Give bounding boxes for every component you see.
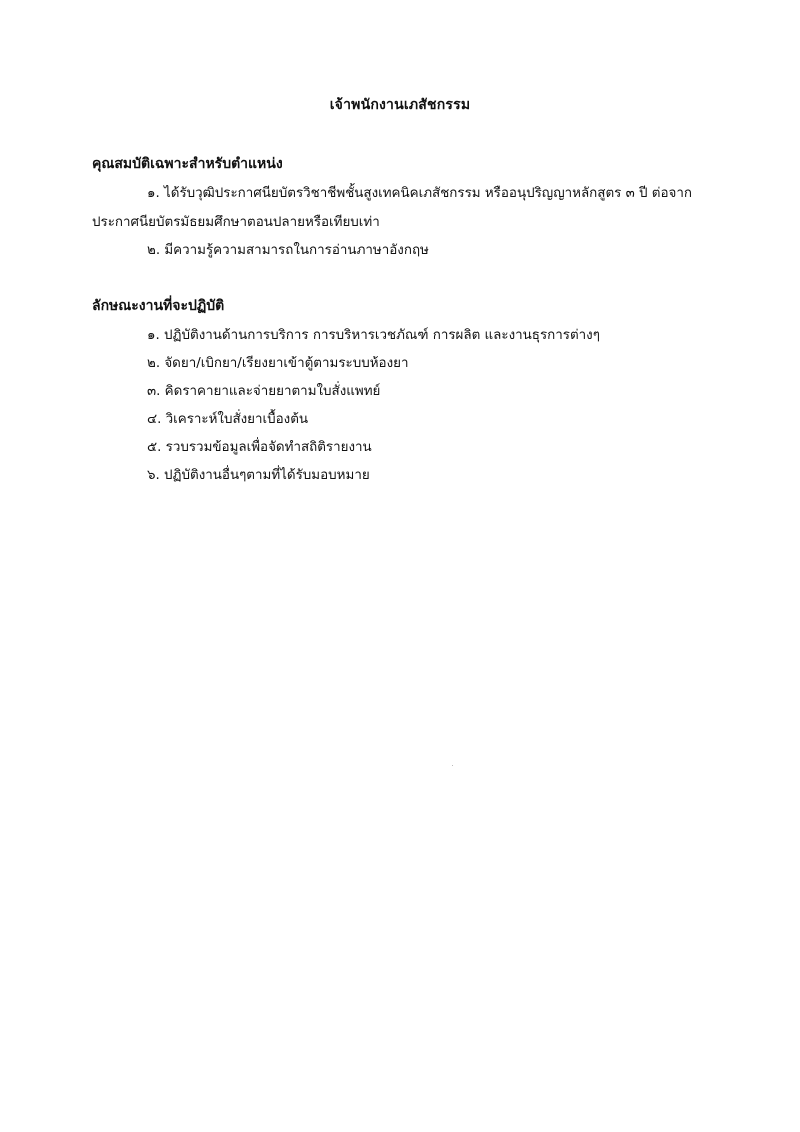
duties-heading: ลักษณะงานที่จะปฏิบัติ bbox=[92, 298, 225, 314]
qualification-item-1-line-2: ประกาศนียบัตรมัธยมศึกษาตอนปลายหรือเทียบเท่า bbox=[92, 215, 380, 230]
scan-speck bbox=[452, 765, 453, 766]
duty-item-5: ๕. รวบรวมข้อมูลเพื่อจัดทำสถิติรายงาน bbox=[147, 440, 372, 455]
duty-item-6: ๖. ปฏิบัติงานอื่นๆตามที่ได้รับมอบหมาย bbox=[147, 468, 370, 483]
duty-item-4: ๔. วิเคราะห์ใบสั่งยาเบื้องต้น bbox=[147, 412, 309, 427]
qualification-item-2: ๒. มีความรู้ความสามารถในการอ่านภาษาอังกฤษ bbox=[147, 243, 429, 258]
duty-item-3: ๓. คิดราคายาและจ่ายยาตามใบสั่งแพทย์ bbox=[147, 384, 381, 399]
duty-item-1: ๑. ปฏิบัติงานด้านการบริการ การบริหารเวชภัณฑ์ การผลิต และงานธุรการต่างๆ bbox=[147, 328, 600, 343]
page-title: เจ้าพนักงานเภสัชกรรม bbox=[329, 97, 471, 113]
qualification-item-1-line-1: ๑. ได้รับวุฒิประกาศนียบัตรวิชาชีพชั้นสูงเทคนิคเภสัชกรรม หรืออนุปริญญาหลักสูตร ๓ ปี ต่อจาก bbox=[147, 186, 692, 201]
duty-item-2: ๒. จัดยา/เบิกยา/เรียงยาเข้าตู้ตามระบบห้องยา bbox=[147, 356, 409, 371]
qualifications-heading: คุณสมบัติเฉพาะสำหรับตำแหน่ง bbox=[92, 156, 283, 172]
